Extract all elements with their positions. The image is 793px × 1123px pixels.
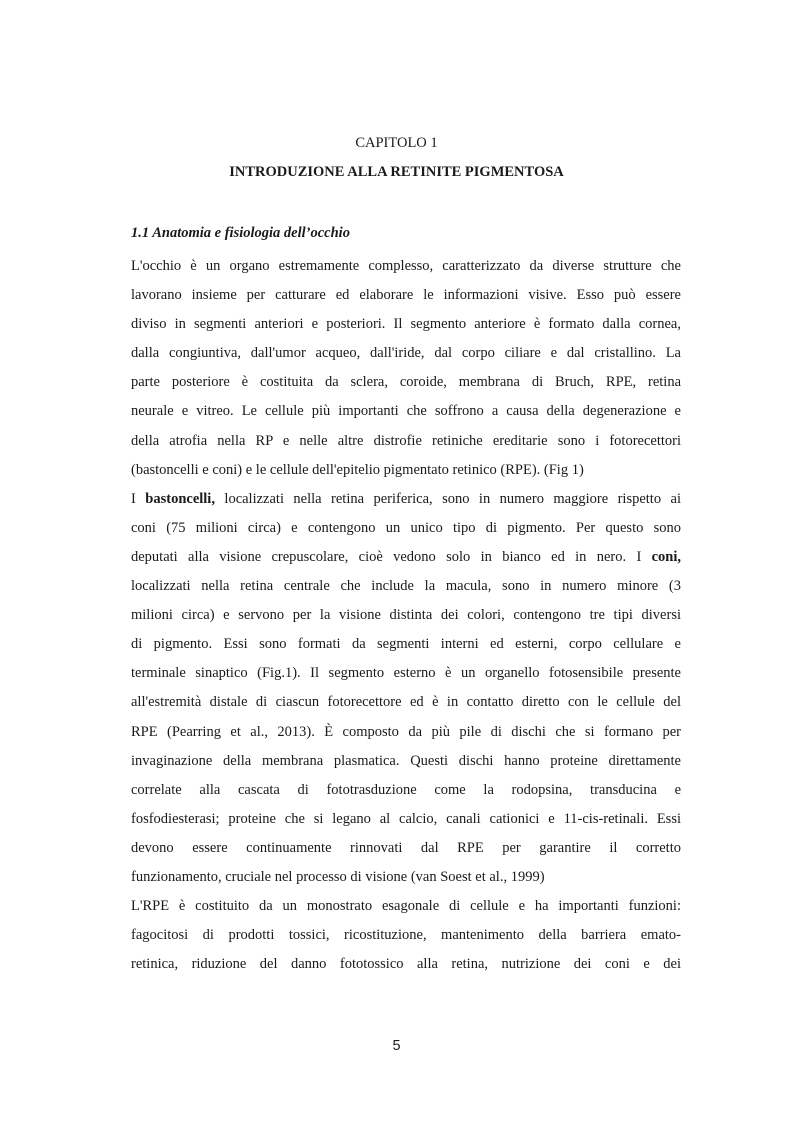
text-line: lavorano insieme per catturare ed elaborare le informazioni visive. Esso può essere bbox=[131, 287, 681, 304]
text-line: devono essere continuamente rinnovati dal RPE per garantire il corretto bbox=[131, 839, 681, 856]
chapter-label: CAPITOLO 1 bbox=[355, 135, 438, 151]
text-line: L'RPE è costituito da un monostrato esagonale di cellule e ha importanti funzioni: bbox=[131, 898, 681, 915]
text-line: della atrofia nella RP e nelle altre distrofie retiniche ereditarie sono i fotorecettori bbox=[131, 432, 681, 449]
text-line: retinica, riduzione del danno fototossico alla retina, nutrizione dei coni e dei bbox=[131, 956, 681, 973]
text-line: neurale e vitreo. Le cellule più importanti che soffrono a causa della degenerazione e bbox=[131, 403, 681, 420]
text-segment: I bbox=[131, 490, 146, 507]
text-line: terminale sinaptico (Fig.1). Il segmento esterno è un organello fotosensibile presente bbox=[131, 665, 681, 682]
text-line: fosfodiesterasi; proteine che si legano al calcio, canali cationici e 11-cis-retinali. Essi bbox=[131, 810, 681, 827]
bold-term-coni: coni, bbox=[651, 548, 681, 565]
text-line: invaginazione della membrana plasmatica. Questi dischi hanno proteine direttamente bbox=[131, 752, 681, 769]
text-line: funzionamento, cruciale nel processo di visione (van Soest et al., 1999) bbox=[131, 868, 545, 885]
text-line bbox=[131, 543, 681, 572]
text-line bbox=[131, 485, 681, 514]
text-line: correlate alla cascata di fototrasduzione come la rodopsina, transducina e bbox=[131, 781, 681, 798]
text-line: diviso in segmenti anteriori e posteriori. Il segmento anteriore è formato dalla cornea, bbox=[131, 316, 681, 333]
text-line: L'occhio è un organo estremamente complesso, caratterizzato da diverse strutture che bbox=[131, 258, 681, 274]
text-line: all'estremità distale di ciascun fotorecettore ed è in contatto diretto con le cellule del bbox=[131, 694, 681, 711]
text-line: (bastoncelli e coni) e le cellule dell'epitelio pigmentato retinico (RPE). (Fig 1) bbox=[131, 461, 584, 478]
page-number: 5 bbox=[392, 1038, 401, 1054]
body-text bbox=[131, 252, 681, 979]
text-line: coni (75 milioni circa) e contengono un unico tipo di pigmento. Per questo sono bbox=[131, 519, 681, 536]
chapter-title: INTRODUZIONE ALLA RETINITE PIGMENTOSA bbox=[229, 164, 564, 180]
text-line: fagocitosi di prodotti tossici, ricostituzione, mantenimento della barriera emato- bbox=[131, 927, 681, 944]
text-line: localizzati nella retina centrale che include la macula, sono in numero minore (3 bbox=[131, 578, 681, 595]
text-line: RPE (Pearring et al., 2013). È composto da più pile di dischi che si formano per bbox=[131, 723, 681, 740]
text-segment: localizzati nella retina periferica, sono in numero maggiore rispetto ai bbox=[214, 490, 681, 507]
bold-term-bastoncelli: bastoncelli, bbox=[145, 490, 215, 507]
section-heading: 1.1 Anatomia e fisiologia dell’occhio bbox=[131, 225, 350, 241]
text-segment: deputati alla visione crepuscolare, cioè vedono solo in bianco ed in nero. I bbox=[131, 548, 652, 565]
text-line: parte posteriore è costituita da sclera, coroide, membrana di Bruch, RPE, retina bbox=[131, 374, 681, 391]
text-line: milioni circa) e servono per la visione distinta dei colori, contengono tre tipi diversi bbox=[131, 607, 681, 624]
text-line: dalla congiuntiva, dall'umor acqueo, dall'iride, dal corpo ciliare e dal cristallino. La bbox=[131, 345, 681, 362]
text-line: di pigmento. Essi sono formati da segmenti interni ed esterni, corpo cellulare e bbox=[131, 636, 681, 653]
